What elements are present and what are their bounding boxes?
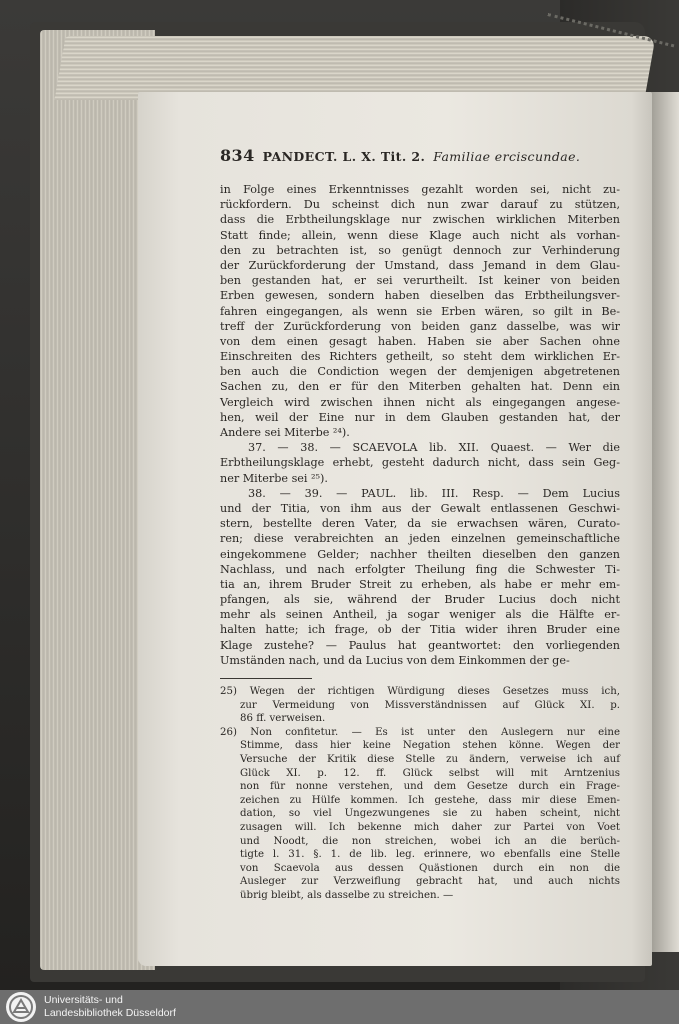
text-block <box>220 146 620 903</box>
body-line: hen, weil der Eine nur in dem Glauben gestanden hat, der <box>220 410 620 424</box>
body-line: halten hatte; ich frage, ob der Titia wider ihren Bruder eine <box>220 623 620 637</box>
body-line: von dem einen gesagt haben. Haben sie aber Sachen ohne <box>220 334 620 348</box>
body-line: ben gestanden hat, er sei verurtheilt. Ist keiner von beiden <box>220 274 620 288</box>
library-logo-icon <box>6 992 36 1022</box>
body-line: rückfordern. Du scheinst dich nun zwar darauf zu stützen, <box>220 198 620 212</box>
footnote-line: tigte l. 31. §. 1. de lib. leg. erinnere, wo ebenfalls eine Stelle <box>240 849 620 861</box>
body-line: Andere sei Miterbe ²⁴). <box>220 426 350 439</box>
body-line: 38. — 39. — PAUL. lib. III. Resp. — Dem Lucius <box>248 486 620 500</box>
footnote-line: und Noodt, die non streichen, wobei ich an die berüch- <box>240 835 620 847</box>
footnote-line: Ausleger zur Verzweiflung gebracht hat, und auch nichts <box>240 876 620 888</box>
footnote-line: Stimme, dass hier keine Negation stehen könne. Wegen der <box>240 740 620 752</box>
footnote-line: zusagen will. Ich bekenne mich daher zur Partei von Voet <box>240 821 620 833</box>
body-line: ben auch die Condiction wegen der demjenigen abgetretenen <box>220 365 620 379</box>
body-line: ren; diese verabreichten an jeden einzelnen gemeinschaftliche <box>220 532 620 546</box>
footnotes <box>220 685 620 903</box>
body-line: eingekommene Gelder; nachher theilten dieselben den ganzen <box>220 547 620 561</box>
body-text <box>220 182 620 668</box>
body-line: Nachlass, und nach erfolgter Theilung fing die Schwester Ti- <box>220 562 620 576</box>
body-line: mehr als seinen Antheil, ja sogar weniger als die Hälfte er- <box>220 608 620 622</box>
head-title: Familiae erciscundae. <box>433 149 581 164</box>
library-name-line2: Landesbibliothek Düsseldorf <box>44 1007 176 1019</box>
facing-page-edge <box>648 92 679 952</box>
footnote-line: Versuche der Kritik diese Stelle zu ändern, verweise ich auf <box>240 753 620 765</box>
page-number: 834 <box>220 146 255 165</box>
body-line: Umständen nach, und da Lucius von dem Einkommen der ge- <box>220 653 570 667</box>
body-line: und der Titia, von ihm aus der Gewalt entlassenen Geschwi- <box>220 501 620 515</box>
body-line: Statt finde; allein, wenn diese Klage auch nicht als vorhan- <box>220 228 620 242</box>
footnote-line: 25) Wegen der richtigen Würdigung dieses Gesetzes muss ich, <box>220 686 620 697</box>
running-head <box>220 146 620 182</box>
footnote-line: 26) Non confitetur. — Es ist unter den Auslegern nur eine <box>220 726 620 738</box>
body-line: Sachen zu, den er für den Miterben gehalten hat. Denn ein <box>220 380 620 394</box>
head-left: PANDECT. L. X. Tit. 2. <box>262 149 426 164</box>
body-line: fahren eingegangen, als wenn sie Erben wären, so gilt in Be- <box>220 304 620 318</box>
body-line: in Folge eines Erkenntnisses gezahlt worden sei, nicht zu- <box>220 183 620 196</box>
footnote-rule <box>220 678 312 679</box>
body-line: Vergleich wird zwischen ihnen nicht als eingegangen angese- <box>220 395 620 409</box>
body-line: tia an, ihrem Bruder Streit zu erheben, als habe er mehr em- <box>220 577 620 591</box>
body-line: 37. — 38. — SCAEVOLA lib. XII. Quaest. — Wer die <box>248 441 620 455</box>
footnote-line: 86 ff. verweisen. <box>240 713 326 725</box>
footnote-line: übrig bleibt, als dasselbe zu streichen. — <box>240 889 454 901</box>
library-footer-bar <box>0 990 679 1024</box>
body-line: ner Miterbe sei ²⁵). <box>220 471 328 485</box>
body-line: treff der Zurückforderung von beiden ganz dasselbe, was wir <box>220 319 620 333</box>
body-line: Erben gewesen, sondern haben dieselben das Erbtheilungsver- <box>220 289 620 303</box>
library-name <box>44 994 176 1020</box>
footnote-line: zeichen zu Hülfe kommen. Ich gestehe, dass mir diese Emen- <box>240 794 620 806</box>
book-page <box>138 92 652 966</box>
footnote-line: Glück XI. p. 12. ff. Glück selbst will mit Arntzenius <box>240 767 620 779</box>
body-line: pfangen, als sie, während der Bruder Lucius doch nicht <box>220 593 620 607</box>
library-name-line1: Universitäts- und <box>44 994 123 1006</box>
body-line: Erbtheilungsklage erhebt, gesteht dadurch nicht, dass sein Geg- <box>220 456 620 470</box>
body-line: der Zurückforderung der Umstand, dass Jemand in dem Glau- <box>220 258 620 272</box>
footnote-line: von Scaevola aus dessen Quästionen durch ein non die <box>240 862 620 874</box>
body-line: dass die Erbtheilungsklage nur zwischen wirklichen Miterben <box>220 213 620 227</box>
footnote-line: dation, so viel Ungezwungenes sie zu haben scheint, nicht <box>240 808 620 820</box>
footnote-line: zur Vermeidung von Missverständnissen auf Glück XI. p. <box>240 699 620 711</box>
body-line: Einschreiten des Richters getheilt, so steht dem wirklichen Er- <box>220 350 620 364</box>
body-line: stern, bestellte deren Vater, da sie erwachsen wären, Curato- <box>220 517 620 531</box>
footnote-line: non für nonne verstehen, und dem Gesetze durch ein Frage- <box>240 781 620 793</box>
body-line: Klage zustehe? — Paulus hat geantwortet: den vorliegenden <box>220 638 620 652</box>
body-line: den zu betrachten ist, so genügt dennoch zur Verhinderung <box>220 243 620 257</box>
